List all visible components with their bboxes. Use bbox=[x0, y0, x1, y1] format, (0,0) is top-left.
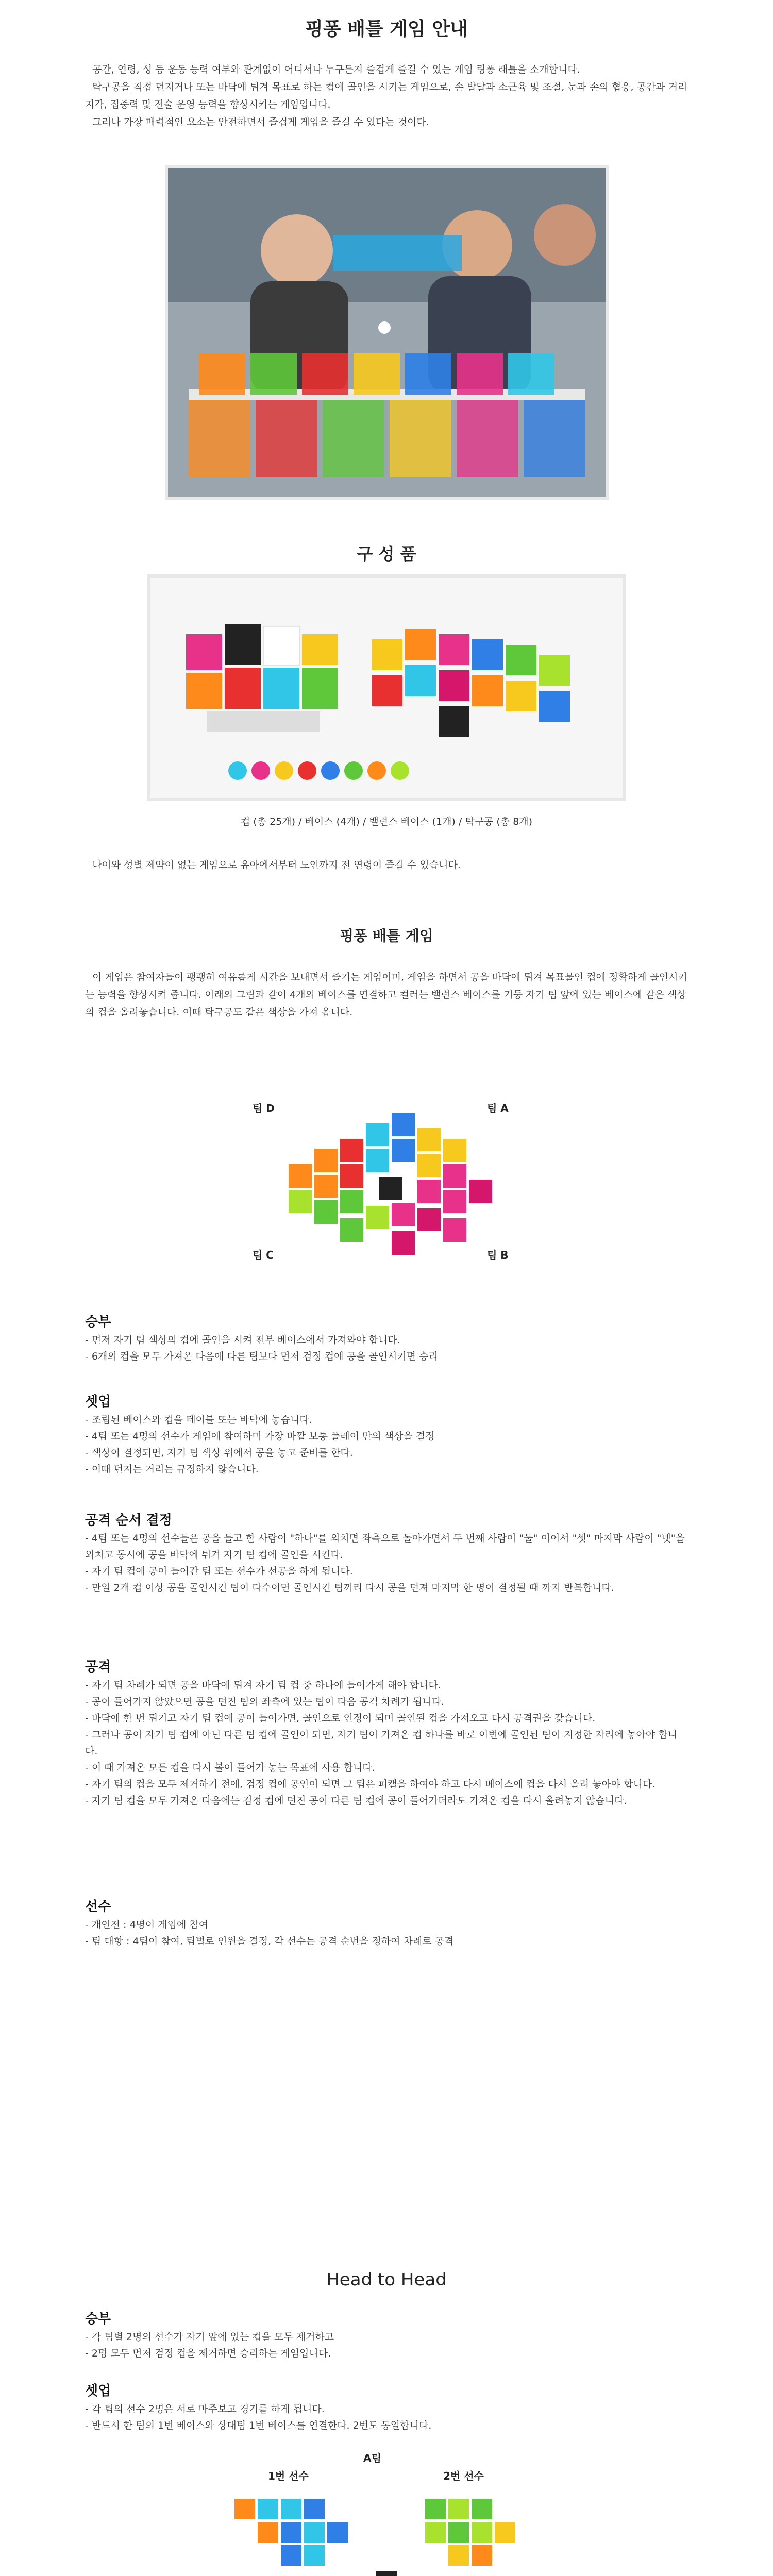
battle-diagram bbox=[278, 1108, 495, 1278]
list-item: - 반드시 한 팀의 1번 베이스와 상대팀 1번 베이스를 연결한다. 2번도 동일합니다. bbox=[85, 2420, 432, 2431]
components-photo bbox=[147, 574, 626, 801]
section-list bbox=[85, 1677, 688, 1809]
list-item: - 조립된 베이스와 컵을 테이블 또는 바닥에 놓습니다. bbox=[85, 1414, 312, 1426]
list-item: - 자기 팀 컵을 모두 가져온 다음에는 검정 컵에 던진 공이 다른 팀 컵에 공이 들어가더라도 가져온 컵을 다시 올려놓지 않습니다. bbox=[85, 1795, 627, 1806]
section-list bbox=[85, 1412, 688, 1478]
list-item: - 자기 팀 차례가 되면 공을 바닥에 튀겨 자기 팀 컵 중 하나에 들어가게 해야 합니다. bbox=[85, 1680, 441, 1691]
player-2-label: 2번 선수 bbox=[443, 2470, 484, 2482]
list-item: - 자기 팀 컵에 공이 들어간 팀 또는 선수가 선공을 하게 됩니다. bbox=[85, 1566, 353, 1577]
team-a-label: A팀 bbox=[363, 2452, 381, 2464]
components-illustration bbox=[150, 578, 623, 798]
battle-heading: 핑퐁 배틀 게임 bbox=[340, 927, 433, 944]
player-1-label: 1번 선수 bbox=[268, 2470, 309, 2482]
team-b-label: 팀 B bbox=[487, 1249, 509, 1261]
h2h-diagram bbox=[229, 2488, 544, 2576]
team-d-label: 팀 D bbox=[253, 1102, 275, 1114]
section-heading: 공격 bbox=[85, 1659, 111, 1675]
section-list bbox=[85, 2401, 688, 2434]
section-list bbox=[85, 1917, 688, 1950]
list-item: - 개인전 : 4명이 게임에 참여 bbox=[85, 1919, 209, 1930]
list-item: - 공이 들어가지 않았으면 공을 던진 팀의 좌측에 있는 팀이 다음 공격 차례가 됩니다. bbox=[85, 1696, 445, 1707]
section-list bbox=[85, 1530, 688, 1596]
hero-illustration bbox=[168, 168, 606, 497]
section-heading: 셋업 bbox=[85, 1394, 111, 1410]
section-list bbox=[85, 1332, 688, 1365]
team-a-label: 팀 A bbox=[487, 1102, 509, 1114]
components-note-text bbox=[85, 856, 688, 874]
section-heading: 공격 순서 결정 bbox=[85, 1513, 172, 1528]
components-caption: 컵 (총 25개) / 베이스 (4개) / 밸런스 베이스 (1개) / 탁구공 (총 8개) bbox=[240, 816, 533, 827]
list-item: - 만일 2개 컵 이상 공을 골인시킨 팀이 다수이면 골인시킨 팀끼리 다시 공을 던져 마지막 한 명이 결정될 때 까지 반복합니다. bbox=[85, 1582, 614, 1594]
list-item: - 자기 팀의 컵을 모두 제거하기 전에, 검정 컵에 공인이 되면 그 팀은 피캘을 하여야 하고 다시 베이스에 컵을 다시 올려 놓아야 합니다. bbox=[85, 1778, 656, 1790]
list-item: - 각 팀별 2명의 선수가 자기 앞에 있는 컵을 모두 제거하고 bbox=[85, 2331, 334, 2343]
list-item: - 먼저 자기 팀 색상의 컵에 골인을 시켜 전부 베이스에서 가져와야 합니다. bbox=[85, 1334, 400, 1346]
list-item: - 4팀 또는 4명의 선수가 게임에 참여하며 가장 바깥 보통 플레이 만의 색상을 결정 bbox=[85, 1431, 435, 1442]
section-heading: 선수 bbox=[85, 1899, 111, 1914]
battle-desc-text bbox=[85, 969, 688, 1021]
h2h-title: Head to Head bbox=[326, 2269, 447, 2290]
list-item: - 팀 대항 : 4팀이 참여, 팀별로 인원을 결정, 각 선수는 공격 순번을 정하여 차례로 공격 bbox=[85, 1936, 454, 1947]
components-heading: 구 성 품 bbox=[357, 544, 416, 564]
list-item: - 이 때 가져온 모든 컵을 다시 볼이 들어가 놓는 목표에 사용 합니다. bbox=[85, 1762, 375, 1773]
section-heading: 승부 bbox=[85, 1314, 111, 1330]
intro-paragraph: 공간, 연령, 성 등 운동 능력 여부와 관계없이 어디서나 누구든지 즐겁게 즐길 수 있는 게임 링퐁 래틀을 소개합니다. bbox=[92, 64, 580, 75]
team-c-label: 팀 C bbox=[253, 1249, 274, 1261]
hero-photo bbox=[165, 165, 609, 500]
section-heading: 셋업 bbox=[85, 2383, 111, 2399]
section-heading: 승부 bbox=[85, 2311, 111, 2327]
list-item: - 2명 모두 먼저 검정 컵을 제거하면 승리하는 게임입니다. bbox=[85, 2348, 331, 2359]
list-item: - 그러나 공이 자기 팀 컵에 아닌 다른 팀 컵에 골인이 되면, 자기 팀이 가져온 컵 하나를 바로 이번에 골인된 팀이 지정한 자리에 놓아야 합니다. bbox=[85, 1729, 677, 1757]
list-item: - 이때 던지는 거리는 규정하지 않습니다. bbox=[85, 1464, 259, 1475]
page-title: 핑퐁 배틀 게임 안내 bbox=[305, 19, 468, 40]
components-note: 나이와 성별 제약이 없는 게임으로 유아에서부터 노인까지 전 연령이 즐길 수 있습니다. bbox=[92, 859, 461, 871]
intro-text bbox=[85, 61, 688, 131]
section-list bbox=[85, 2329, 688, 2362]
list-item: - 바닥에 한 번 튀기고 자기 팀 컵에 공이 들어가면, 골인으로 인정이 되며 골인된 컵을 가져오고 다시 공격권을 갖습니다. bbox=[85, 1713, 596, 1724]
list-item: - 각 팀의 선수 2명은 서로 마주보고 경기를 하게 됩니다. bbox=[85, 2403, 325, 2415]
battle-desc: 이 게임은 참여자들이 팽팽히 여유롭게 시간을 보내면서 즐기는 게임이며, 게임을 하면서 공을 바닥에 튀겨 목표물인 컵에 정확하게 골인시키는 능력을 향상시켜 줍니다. 이래의 그림과 같이 4개의 베이스를 연결하고 컬러는 밸런스 베이스를 기둥 자기 팀 앞에 있는 베이스에 같은 색상의 컵을 올려놓습니다. 이때 탁구공도 같은 색상을 가져 옵니다. bbox=[85, 972, 687, 1018]
intro-paragraph: 그러나 가장 매력적인 요소는 안전하면서 즐겁게 게임을 즐길 수 있다는 것이다. bbox=[92, 116, 429, 128]
list-item: - 4팀 또는 4명의 선수들은 공을 들고 한 사람이 "하나"를 외치면 좌측으로 돌아가면서 두 번째 사람이 "둘" 이어서 "셋" 마지막 사람이 "넷"을 외치고 동시에 공을 바닥에 튀겨 자기 팀 컵에 골인을 시킨다. bbox=[85, 1533, 685, 1561]
list-item: - 6개의 컵을 모두 가져온 다음에 다른 팀보다 먼저 검정 컵에 공을 골인시키면 승리 bbox=[85, 1351, 438, 1362]
intro-paragraph: 탁구공을 직접 던지거나 또는 바닥에 튀겨 목표로 하는 컵에 골인을 시키는 게임으로, 손 발달과 소근육 및 조절, 눈과 손의 협응, 공간과 거리 지각, 집중력 및 전술 운영 능력을 향상시키는 게임입니다. bbox=[85, 81, 687, 110]
list-item: - 색상이 결정되면, 자기 팀 색상 위에서 공을 놓고 준비를 한다. bbox=[85, 1447, 353, 1459]
